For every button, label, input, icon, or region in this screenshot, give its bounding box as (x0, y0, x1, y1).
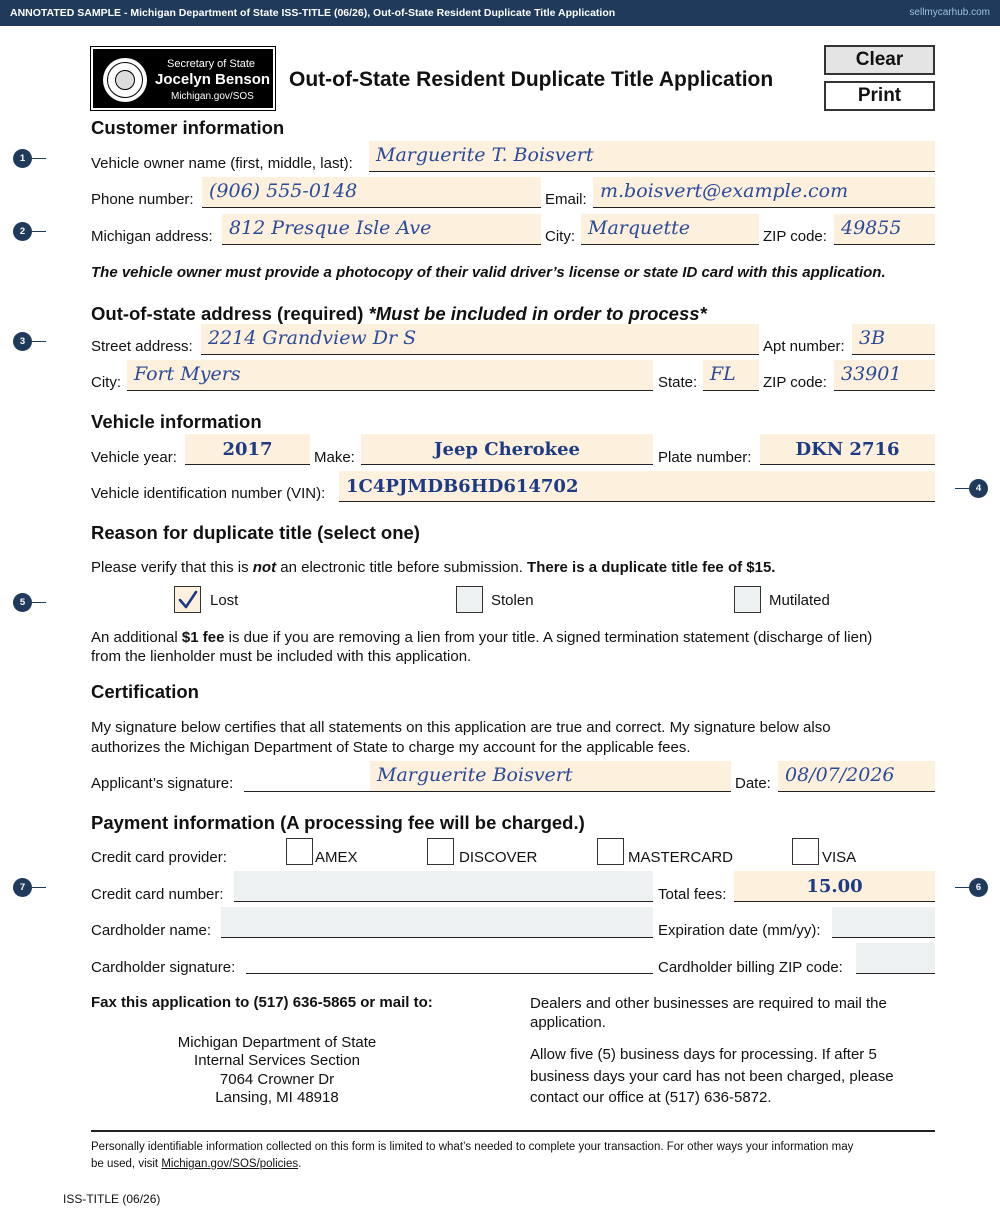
certification-text-1: My signature below certifies that all statements on this application are true and correct. My signature below also (91, 719, 831, 736)
mi-zip-value: 49855 (841, 217, 902, 239)
oos-heading-required: *Must be included in order to process* (368, 303, 707, 324)
owner-name-label: Vehicle owner name (first, middle, last): (91, 155, 353, 172)
banner-site[interactable]: sellmycarhub.com (909, 7, 990, 18)
mutilated-checkbox[interactable] (734, 586, 761, 613)
card-number-label: Credit card number: (91, 886, 224, 903)
processing-text-2: business days your card has not been charged, please (530, 1068, 894, 1085)
vehicle-year-field[interactable] (185, 434, 310, 465)
oos-zip-label: ZIP code: (763, 374, 827, 391)
owner-name-value: Marguerite T. Boisvert (376, 144, 594, 166)
oos-apt-value: 3B (859, 327, 886, 349)
email-label: Email: (545, 191, 587, 208)
owner-name-field[interactable] (369, 141, 935, 172)
processing-text-1: Allow five (5) business days for processing. If after 5 (530, 1046, 877, 1063)
banner-title: ANNOTATED SAMPLE - Michigan Department of State ISS-TITLE (06/26), Out-of-State Resident Duplicate Title Application (10, 7, 616, 19)
dealers-text-1: Dealers and other businesses are required to mail the (530, 995, 887, 1012)
lost-checkbox[interactable] (174, 586, 201, 613)
annotation-banner (0, 0, 1000, 26)
billing-zip-field[interactable] (856, 943, 935, 974)
oos-city-field[interactable] (127, 360, 653, 391)
verify-text (91, 559, 775, 576)
lien-text-line2: from the lienholder must be included with this application. (91, 648, 472, 665)
lien-fee: $1 fee (181, 629, 225, 646)
mi-zip-field[interactable] (834, 214, 935, 245)
cardholder-signature-label: Cardholder signature: (91, 959, 236, 976)
oos-city-label: City: (91, 374, 121, 391)
annotation-marker-4: 4 (969, 479, 988, 498)
privacy-text-2b: . (298, 1158, 302, 1170)
total-fees-value: 15.00 (806, 876, 863, 897)
form-id: ISS-TITLE (06/26) (63, 1192, 161, 1206)
mail-address-line-1: Michigan Department of State (177, 1034, 377, 1051)
oos-state-label: State: (658, 374, 698, 391)
id-notice: The vehicle owner must provide a photocopy of their valid driver’s license or state ID card with this application. (91, 264, 886, 281)
privacy-text-1: Personally identifiable information collected on this form is limited to what’s needed to complete your transaction. For other ways your information may (91, 1141, 854, 1153)
logo-line-2: Jocelyn Benson (155, 71, 271, 88)
marker-4-tick (955, 488, 969, 489)
oos-apt-field[interactable] (852, 324, 935, 355)
make-field[interactable] (361, 434, 653, 465)
visa-label: VISA (822, 849, 857, 866)
logo-line-1: Secretary of State (167, 58, 256, 70)
mi-city-value: Marquette (588, 217, 691, 239)
mi-address-label: Michigan address: (91, 228, 213, 245)
vehicle-year-value: 2017 (222, 439, 273, 460)
verify-text-b: an electronic title before submission. (280, 559, 523, 576)
customer-heading: Customer information (91, 117, 285, 138)
mi-zip-label: ZIP code: (763, 228, 827, 245)
amex-checkbox[interactable] (286, 838, 313, 865)
vehicle-year-label: Vehicle year: (91, 449, 177, 466)
oos-heading-main: Out-of-state address (required) (91, 303, 364, 324)
oos-zip-value: 33901 (841, 363, 902, 385)
total-fees-label: Total fees: (658, 886, 727, 903)
reason-heading: Reason for duplicate title (select one) (91, 522, 420, 543)
oos-state-field[interactable] (703, 360, 759, 391)
mail-address-line-3: 7064 Crowner Dr (219, 1071, 335, 1088)
certification-text-2: authorizes the Michigan Department of State to charge my account for the applicable fees. (91, 739, 691, 756)
check-icon (177, 589, 199, 611)
oos-state-value: FL (710, 363, 736, 385)
expiration-field[interactable] (832, 907, 935, 938)
mi-city-label: City: (545, 228, 575, 245)
phone-label: Phone number: (91, 191, 194, 208)
provider-label: Credit card provider: (91, 849, 227, 866)
oos-zip-field[interactable] (834, 360, 935, 391)
oos-city-value: Fort Myers (134, 363, 241, 385)
card-number-field[interactable] (234, 871, 653, 902)
print-button[interactable]: Print (824, 81, 935, 111)
cardholder-signature-field[interactable] (246, 943, 653, 974)
annotation-marker-5: 5 (13, 593, 32, 612)
phone-field[interactable] (202, 177, 541, 208)
mutilated-label: Mutilated (769, 592, 830, 609)
oos-street-label: Street address: (91, 338, 193, 355)
oos-street-value: 2214 Grandview Dr S (208, 327, 417, 349)
fax-instructions: Fax this application to (517) 636-5865 or mail to: (91, 994, 433, 1011)
signature-line-lead (244, 761, 370, 792)
email-value: m.boisvert@example.com (600, 180, 849, 202)
out-of-state-heading (91, 303, 707, 325)
annotation-marker-1: 1 (13, 149, 32, 168)
vehicle-heading: Vehicle information (91, 411, 262, 432)
visa-checkbox[interactable] (792, 838, 819, 865)
vin-label: Vehicle identification number (VIN): (91, 485, 326, 502)
discover-label: DISCOVER (459, 849, 538, 866)
lien-text-b: is due if you are removing a lien from your title. A signed termination statement (discharge of lien) (228, 629, 873, 646)
vin-value: 1C4PJMDB6HD614702 (346, 476, 579, 497)
stolen-label: Stolen (491, 592, 534, 609)
form-title: Out-of-State Resident Duplicate Title Application (289, 68, 774, 91)
lien-text-line1 (91, 629, 872, 646)
make-label: Make: (314, 449, 355, 466)
verify-text-not: not (252, 559, 277, 576)
processing-text-3: contact our office at (517) 636-5872. (530, 1089, 772, 1106)
mi-address-value: 812 Presque Isle Ave (229, 217, 432, 239)
email-field[interactable] (593, 177, 935, 208)
certification-heading: Certification (91, 681, 199, 702)
cardholder-name-label: Cardholder name: (91, 922, 212, 939)
privacy-text-2a: be used, visit (91, 1158, 159, 1170)
expiration-label: Expiration date (mm/yy): (658, 922, 821, 939)
verify-text-a: Please verify that this is (91, 559, 249, 576)
privacy-text-2 (91, 1158, 301, 1170)
sos-logo (91, 47, 275, 110)
marker-6-tick (955, 887, 969, 888)
make-value: Jeep Cherokee (433, 439, 580, 460)
mi-city-field[interactable] (581, 214, 759, 245)
marker-2-tick (32, 231, 46, 232)
mail-address-line-4: Lansing, MI 48918 (215, 1089, 339, 1106)
plate-label: Plate number: (658, 449, 752, 466)
cardholder-name-field[interactable] (221, 907, 653, 938)
mastercard-checkbox[interactable] (597, 838, 624, 865)
mastercard-label: MASTERCARD (628, 849, 734, 866)
signature-label: Applicant’s signature: (91, 775, 234, 792)
signature-value: Marguerite Boisvert (377, 764, 573, 786)
footer-divider (91, 1130, 935, 1132)
duplicate-fee-text: There is a duplicate title fee of $15. (527, 559, 776, 576)
marker-1-tick (32, 158, 46, 159)
logo-line-3: Michigan.gov/SOS (171, 91, 254, 102)
marker-3-tick (32, 341, 46, 342)
signature-field[interactable] (370, 761, 731, 792)
plate-field[interactable] (760, 434, 935, 465)
plate-value: DKN 2716 (795, 439, 900, 460)
oos-street-field[interactable] (201, 324, 759, 355)
oos-apt-label: Apt number: (763, 338, 845, 355)
marker-5-tick (32, 602, 46, 603)
michigan-seal-icon (103, 58, 147, 102)
payment-heading: Payment information (A processing fee will be charged.) (91, 812, 585, 833)
mi-address-field[interactable] (222, 214, 541, 245)
lost-label: Lost (210, 592, 239, 609)
phone-value: (906) 555-0148 (209, 180, 358, 202)
annotation-marker-3: 3 (13, 332, 32, 351)
mail-address-line-2: Internal Services Section (194, 1052, 360, 1069)
amex-label: AMEX (315, 849, 358, 866)
marker-7-tick (32, 887, 46, 888)
discover-checkbox[interactable] (427, 838, 454, 865)
date-field[interactable] (778, 761, 935, 792)
dealers-text-2: application. (530, 1014, 606, 1031)
annotation-marker-7: 7 (13, 878, 32, 897)
vin-field[interactable] (339, 471, 935, 502)
date-label: Date: (735, 775, 771, 792)
annotation-marker-2: 2 (13, 222, 32, 241)
total-fees-field[interactable] (734, 871, 935, 902)
billing-zip-label: Cardholder billing ZIP code: (658, 959, 843, 976)
annotation-marker-6: 6 (969, 878, 988, 897)
stolen-checkbox[interactable] (456, 586, 483, 613)
clear-button[interactable]: Clear (824, 45, 935, 75)
lien-text-a: An additional (91, 629, 178, 646)
date-value: 08/07/2026 (785, 764, 895, 786)
policies-link[interactable]: Michigan.gov/SOS/policies (161, 1158, 299, 1170)
